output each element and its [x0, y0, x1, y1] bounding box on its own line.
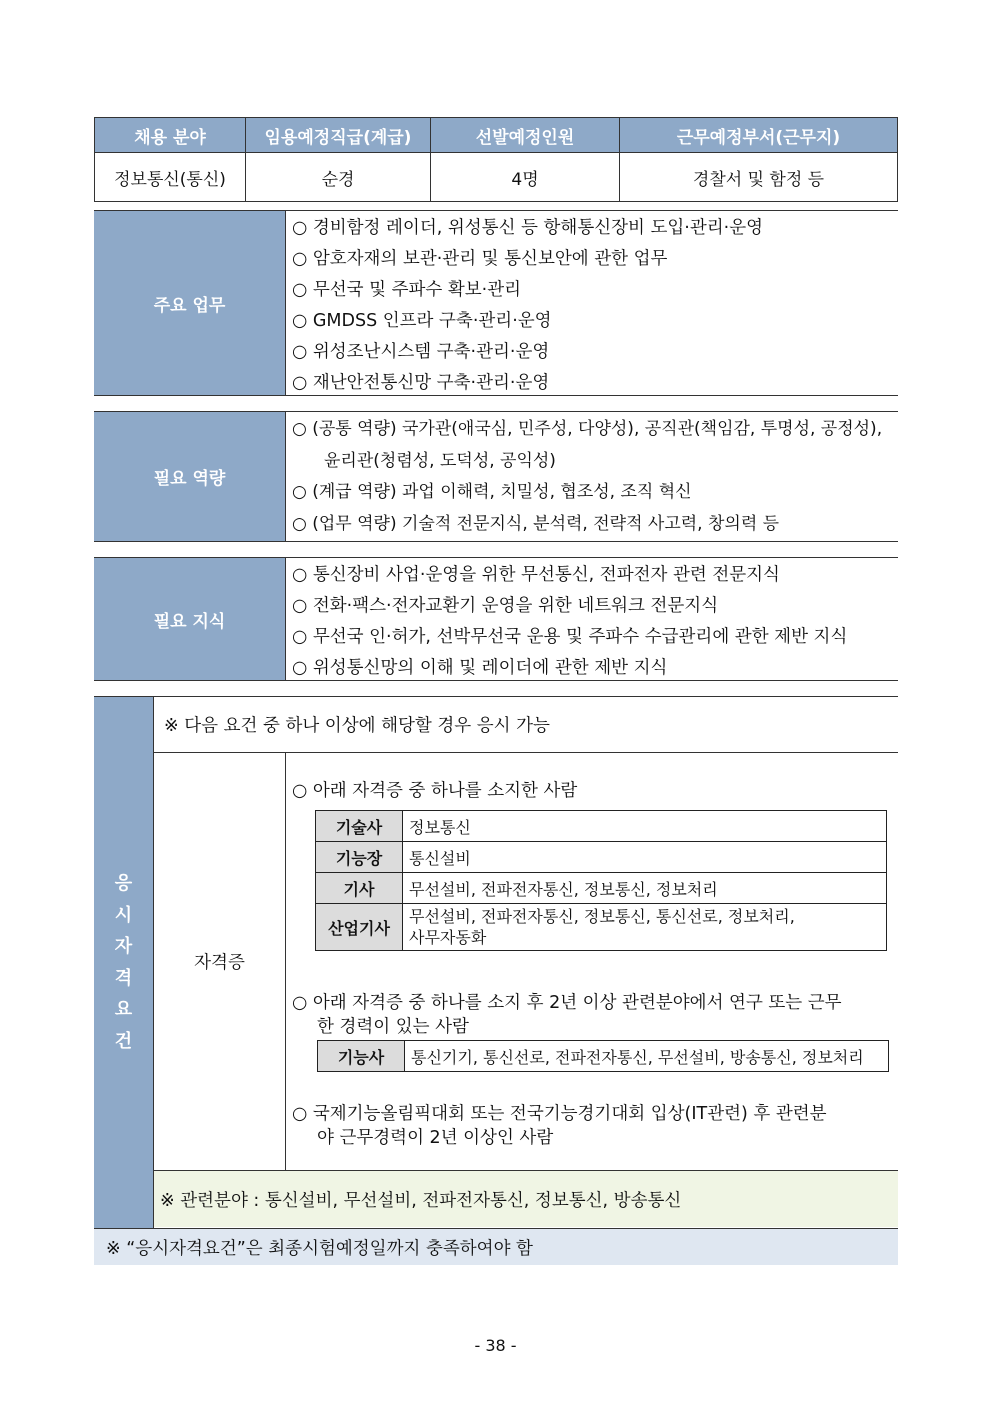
list-item: ○ (업무 역량) 기술적 전문지식, 분석력, 전략적 사고력, 창의력 등 — [292, 513, 780, 534]
list-item: ○ 무선국 인·허가, 선박무선국 운용 및 주파수 수급관리에 관한 제반 지식 — [292, 627, 848, 647]
cert-key: 기술사 — [316, 811, 403, 842]
cert-key: 산업기사 — [316, 904, 403, 951]
list-item: ○ GMDSS 인프라 구축·관리·운영 — [292, 311, 552, 331]
cert-value: 정보통신 — [403, 811, 887, 842]
cert-key: 기능장 — [316, 842, 403, 873]
cert-table-1 — [315, 810, 887, 951]
label-char: 요 — [114, 999, 133, 1020]
header-field: 채용 분야 — [95, 118, 246, 153]
list-item: 윤리관(청렴성, 도덕성, 공익성) — [324, 450, 556, 471]
header-rank: 임용예정직급(계급) — [246, 118, 431, 153]
qualification-note: ※ 다음 요건 중 하나 이상에 해당할 경우 응시 가능 — [154, 697, 898, 753]
knowledge-section — [94, 557, 898, 681]
list-item: ○ (계급 역량) 과업 이해력, 치밀성, 협조성, 조직 혁신 — [292, 482, 692, 502]
cell-count: 4명 — [431, 153, 620, 202]
knowledge-label: 필요 지식 — [94, 558, 286, 680]
cert-content — [286, 753, 898, 1170]
list-item: ○ 암호자재의 보관·관리 및 통신보안에 관한 업무 — [292, 249, 668, 269]
related-fields-note: ※ 관련분야 : 통신설비, 무선설비, 전파전자통신, 정보통신, 방송통신 — [154, 1171, 898, 1227]
footnote: ※ “응시자격요건”은 최종시험예정일까지 충족하여야 함 — [94, 1229, 898, 1265]
condition-3-cont: 야 근무경력이 2년 이상인 사람 — [317, 1128, 554, 1148]
header-dept: 근무예정부서(근무지) — [620, 118, 898, 153]
label-char: 자 — [114, 936, 133, 957]
list-item: ○ 재난안전통신망 구축·관리·운영 — [292, 373, 550, 393]
cell-rank: 순경 — [246, 153, 431, 202]
label-char: 건 — [114, 1030, 133, 1052]
recruitment-table — [94, 117, 898, 202]
label-char: 시 — [114, 904, 133, 926]
list-item: ○ 위성조난시스템 구축·관리·운영 — [292, 342, 550, 362]
competency-label: 필요 역량 — [94, 412, 286, 541]
list-item: ○ 무선국 및 주파수 확보·관리 — [292, 280, 522, 300]
list-item: ○ 통신장비 사업·운영을 위한 무선통신, 전파전자 관련 전문지식 — [292, 565, 780, 585]
page-number: - 38 - — [474, 1336, 517, 1355]
cert-value: 통신설비 — [403, 842, 887, 873]
duties-label: 주요 업무 — [94, 211, 286, 395]
list-item: ○ 위성통신망의 이해 및 레이더에 관한 제반 지식 — [292, 658, 668, 678]
cell-dept: 경찰서 및 함정 등 — [620, 153, 898, 202]
cert-label: 자격증 — [154, 753, 286, 1170]
header-count: 선발예정인원 — [431, 118, 620, 153]
competency-section — [94, 411, 898, 542]
condition-1: ○ 아래 자격증 중 하나를 소지한 사람 — [292, 781, 578, 801]
list-item: ○ 전화·팩스·전자교환기 운영을 위한 네트워크 전문지식 — [292, 596, 719, 616]
qualification-section — [94, 696, 898, 1229]
qualification-label — [94, 697, 154, 1228]
list-item: ○ 경비함정 레이더, 위성통신 등 항해통신장비 도입·관리·운영 — [292, 218, 764, 238]
cert-key: 기사 — [316, 873, 403, 904]
condition-2: ○ 아래 자격증 중 하나를 소지 후 2년 이상 관련분야에서 연구 또는 근무 — [292, 993, 842, 1013]
cert-value: 통신기기, 통신선로, 전파전자통신, 무선설비, 방송통신, 정보처리 — [405, 1041, 889, 1072]
condition-3: ○ 국제기능올림픽대회 또는 전국기능경기대회 입상(IT관련) 후 관련분 — [292, 1104, 827, 1124]
label-char: 응 — [114, 873, 133, 894]
condition-2-cont: 한 경력이 있는 사람 — [317, 1017, 469, 1037]
list-item: ○ (공통 역량) 국가관(애국심, 민주성, 다양성), 공직관(책임감, 투명성, 공정성), — [292, 419, 883, 439]
cert-value-line: 사무자동화 — [409, 928, 487, 947]
cert-value — [403, 904, 887, 951]
label-char: 격 — [114, 967, 133, 989]
cert-value-line: 무선설비, 전파전자통신, 정보통신, 통신선로, 정보처리, — [409, 907, 795, 926]
cert-table-2 — [317, 1040, 889, 1072]
duties-section — [94, 210, 898, 396]
cell-field: 정보통신(통신) — [95, 153, 246, 202]
cert-key: 기능사 — [318, 1041, 405, 1072]
cert-value: 무선설비, 전파전자통신, 정보통신, 정보처리 — [403, 873, 887, 904]
